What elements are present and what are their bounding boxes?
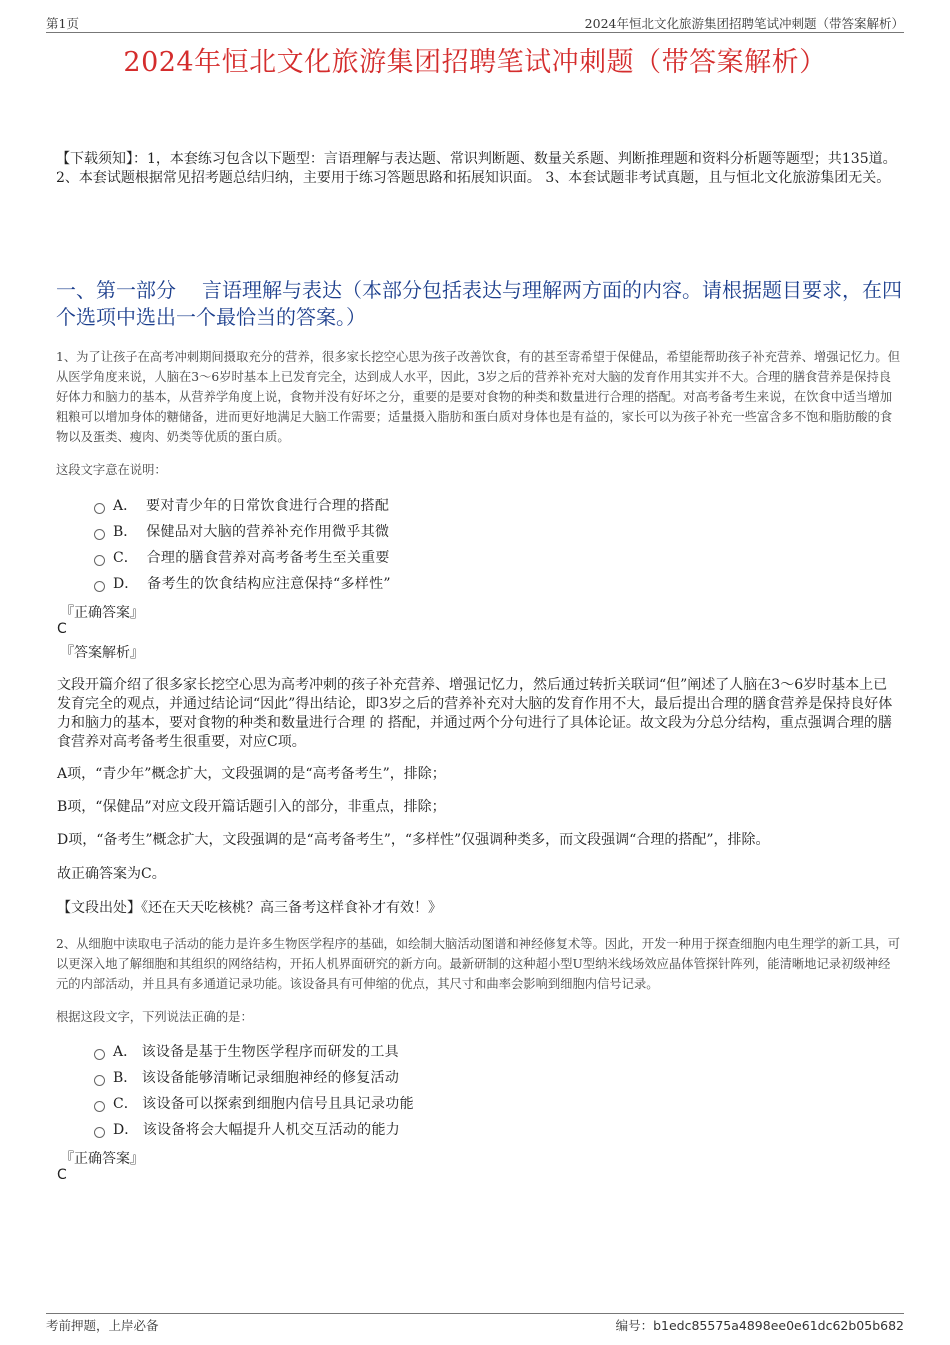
footer-code: 编号：b1edc85575a4898ee0e61dc62b05b682 xyxy=(615,1318,904,1333)
question-2-prompt: 根据这段文字，下列说法正确的是： xyxy=(56,1010,253,1024)
download-notice: 【下载须知】：1，本套练习包含以下题型：言语理解与表达题、常识判断题、数量关系题、判断推理题和资料分析题等题型；共135道。 2、本套试题根据常见招考题总结归纳，主要用于练习答题思路和拓展知识面。 3、本套试题非考试真题，且与恒北文化旅游集团无关。 xyxy=(56,151,897,186)
radio-icon[interactable] xyxy=(94,1075,105,1086)
header-doc-title: 2024年恒北文化旅游集团招聘笔试冲刺题（带答案解析） xyxy=(584,16,904,31)
radio-icon[interactable] xyxy=(94,1127,105,1138)
question-2-option-a[interactable]: A． 该设备是基于生物医学程序而研发的工具 xyxy=(94,1042,399,1062)
question-2-option-c[interactable]: C． 该设备可以探索到细胞内信号且具记录功能 xyxy=(94,1094,414,1114)
document-title: 2024年恒北文化旅游集团招聘笔试冲刺题（带答案解析） xyxy=(123,47,827,78)
page-number: 第1页 xyxy=(46,16,79,31)
question-1-option-b[interactable]: B． 保健品对大脑的营养补充作用微乎其微 xyxy=(94,522,389,542)
question-2-stem: 2、从细胞中读取电子活动的能力是许多生物医学程序的基础，如绘制大脑活动图谱和神经修复术等。因此，开发一种用于探查细胞内电生理学的新工具，可以更深入地了解细胞和其组织的网络结构，开拓人机界面研究的新方向。最新研制的这种超小型U型纳米线场效应晶体管探针阵列，能清晰地记录初级神经元的内部活动，并且具有多通道记录功能。该设备具有可伸缩的优点，其尺寸和曲率会影响到细胞内信号记录。 xyxy=(56,937,901,991)
question-2-option-b[interactable]: B． 该设备能够清晰记录细胞神经的修复活动 xyxy=(94,1068,399,1088)
correct-answer-label: 『正确答案』 xyxy=(60,1151,144,1167)
analysis-conclusion: 故正确答案为C。 xyxy=(57,866,166,882)
radio-icon[interactable] xyxy=(94,1049,105,1060)
question-1-option-c[interactable]: C． 合理的膳食营养对高考备考生至关重要 xyxy=(94,548,390,568)
section-heading xyxy=(56,277,902,331)
radio-icon[interactable] xyxy=(94,503,105,514)
section-heading-text: 言语理解与表达（本部分包括表达与理解两方面的内容。请根据题目要求，在四个选项中选出一个最恰当的答案。） xyxy=(56,278,902,329)
footer-slogan: 考前押题，上岸必备 xyxy=(46,1318,159,1333)
page-header xyxy=(46,12,904,33)
radio-icon[interactable] xyxy=(94,555,105,566)
question-1-option-d[interactable]: D． 备考生的饮食结构应注意保持“多样性” xyxy=(94,574,391,594)
correct-answer-label: 『正确答案』 xyxy=(60,605,144,621)
page-footer xyxy=(46,1313,904,1334)
correct-answer-value: C xyxy=(57,621,67,637)
question-1-stem: 1、为了让孩子在高考冲刺期间摄取充分的营养，很多家长挖空心思为孩子改善饮食，有的甚至寄希望于保健品，希望能帮助孩子补充营养、增强记忆力。但从医学角度来说，人脑在3～6岁时基本上已发育完全，达到成人水平，因此，3岁之后的营养补充对大脑的发育作用其实并不大。合理的膳食营养是保持良好体力和脑力的基本，从营养学角度上说，食物并没有好坏之分，重要的是要对食物的种类和数量进行合理的搭配。对高考备考生来说，在饮食中适当增加粗粮可以增加身体的糖储备，进而更好地满足大脑工作需要；适量摄入脂肪和蛋白质对身体也是有益的，家长可以为孩子补充一些富含多不饱和脂肪酸的食物以及蛋类、瘦肉、奶类等优质的蛋白质。 xyxy=(56,350,901,444)
analysis-note-a: A项，“青少年”概念扩大，文段强调的是“高考备考生”，排除； xyxy=(57,766,446,782)
answer-analysis-text: 文段开篇介绍了很多家长挖空心思为高考冲刺的孩子补充营养、增强记忆力，然后通过转折关联词“但”阐述了人脑在3～6岁时基本上已发育完全的观点，并通过结论词“因此”得出结论，即3岁之后的营养补充对大脑的发育作用不大，最后提出合理的膳食营养是保持良好体力和脑力的基本，要对食物的种类和数量进行合理 的 搭配，并通过两个分句进行了具体论证。故文段为分总分结构，重点强调合理的膳食营养对高考备考生很重要，对应C项。 xyxy=(57,677,893,750)
section-part-label: 一、第一部分 xyxy=(56,278,176,302)
question-2-option-d[interactable]: D． 该设备将会大幅提升人机交互活动的能力 xyxy=(94,1120,400,1140)
answer-analysis-label: 『答案解析』 xyxy=(60,645,144,661)
analysis-note-b: B项，“保健品”对应文段开篇话题引入的部分，非重点，排除； xyxy=(57,799,446,815)
radio-icon[interactable] xyxy=(94,529,105,540)
radio-icon[interactable] xyxy=(94,1101,105,1112)
text-source: 【文段出处】《还在天天吃核桃？高三备考这样食补才有效！》 xyxy=(57,900,442,916)
question-1-prompt: 这段文字意在说明： xyxy=(56,463,167,477)
analysis-note-d: D项，“备考生”概念扩大，文段强调的是“高考备考生”，“多样性”仅强调种类多，而文段强调“合理的搭配”，排除。 xyxy=(57,832,770,848)
correct-answer-value: C xyxy=(57,1167,67,1183)
radio-icon[interactable] xyxy=(94,581,105,592)
question-1-option-a[interactable]: A． 要对青少年的日常饮食进行合理的搭配 xyxy=(94,496,389,516)
